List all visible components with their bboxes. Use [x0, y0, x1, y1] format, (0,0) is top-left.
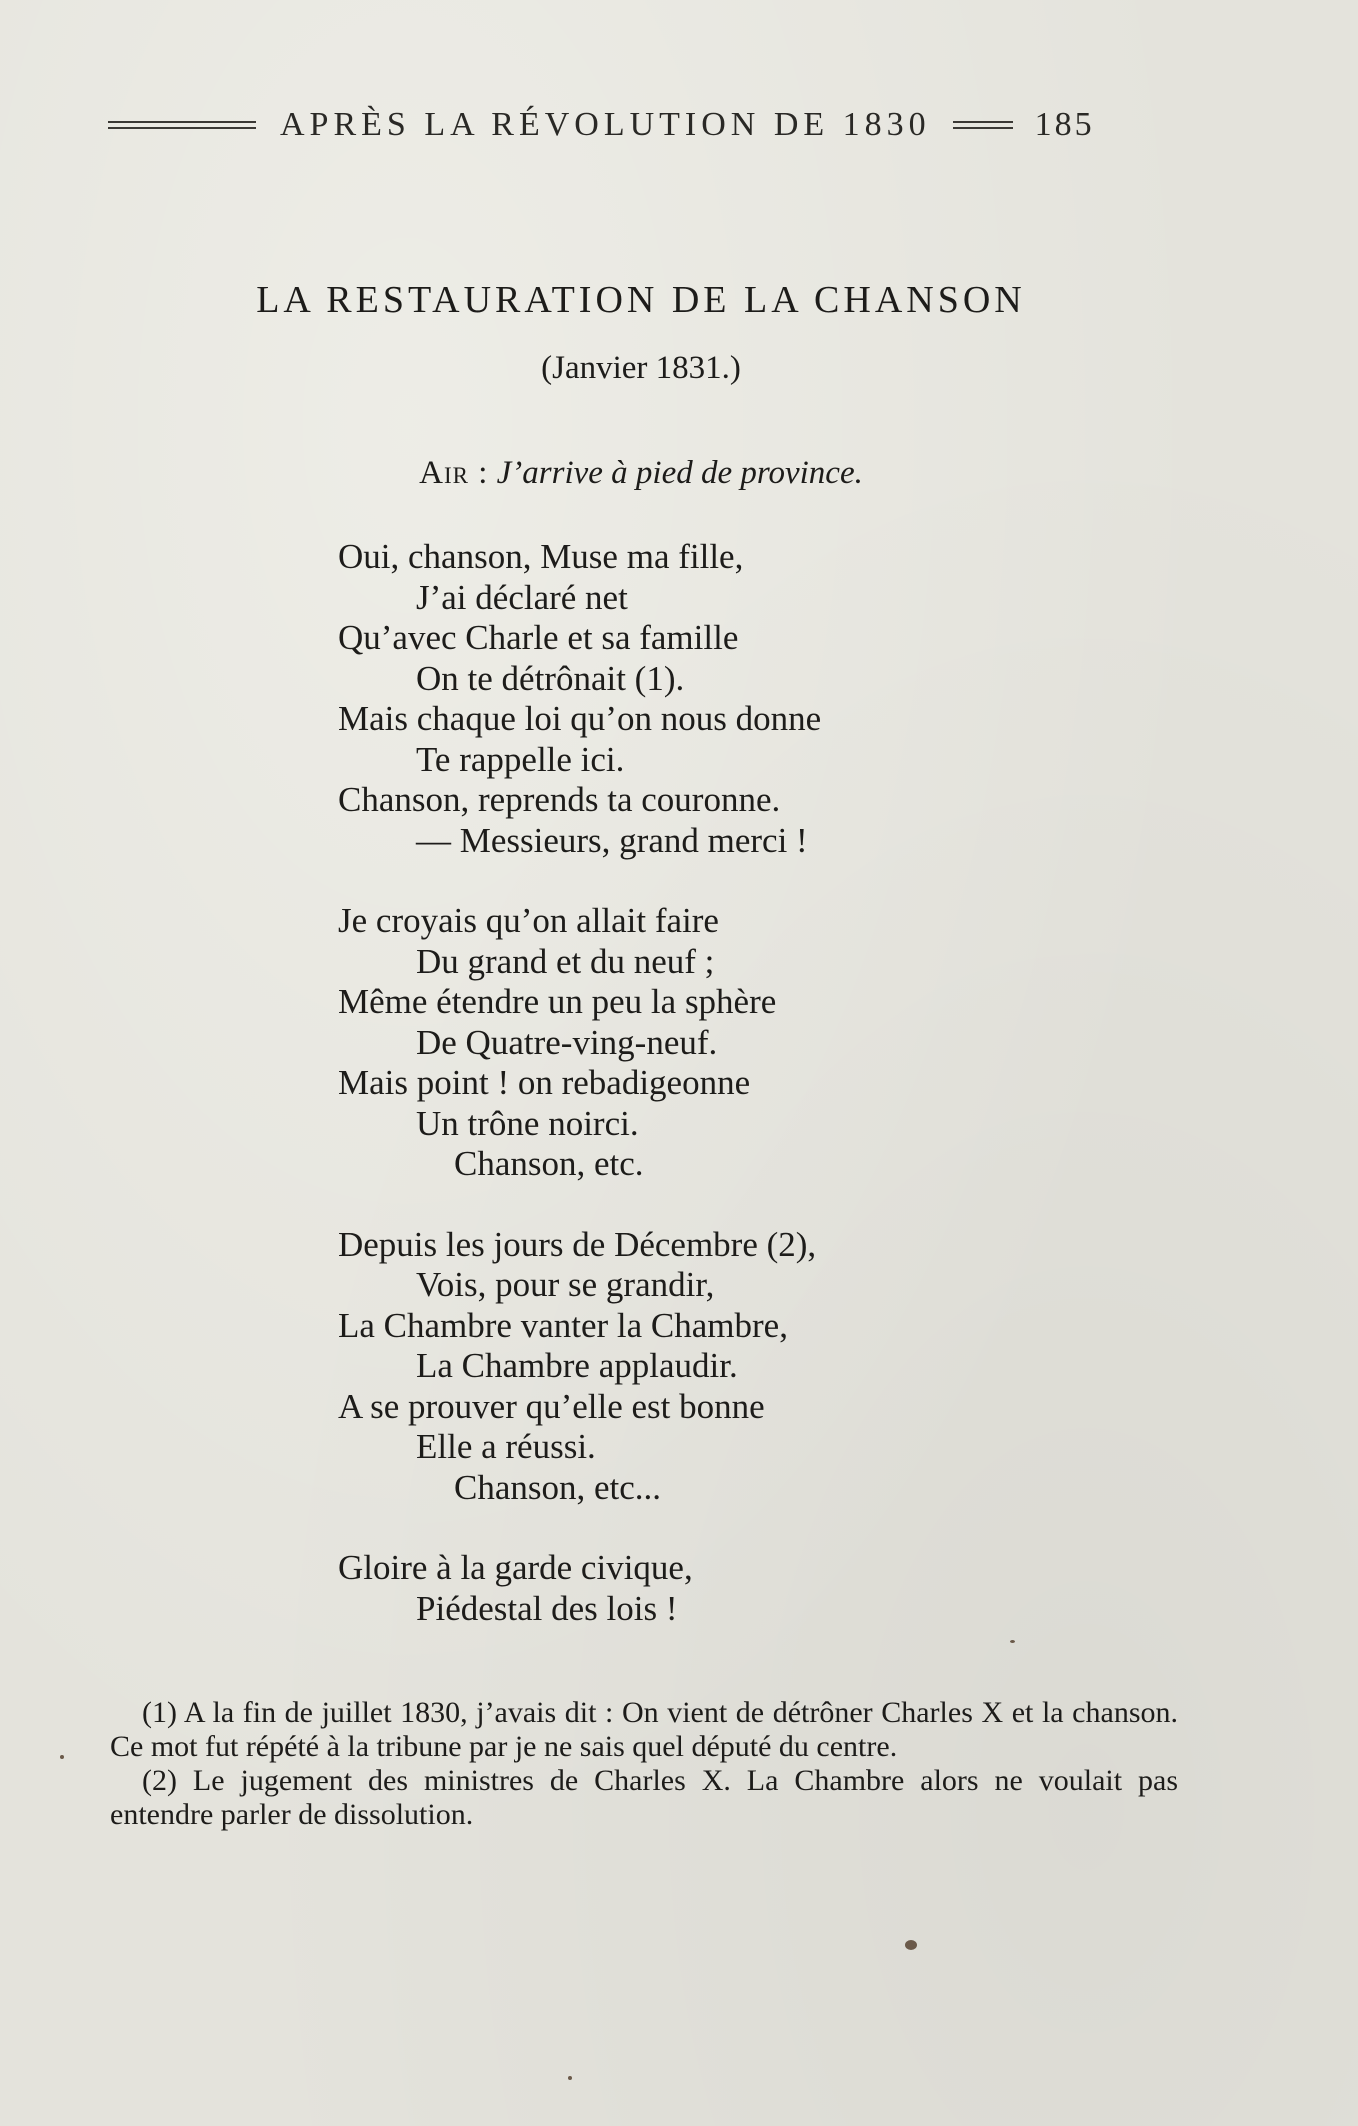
verse-line: Elle a réussi.	[416, 1427, 596, 1466]
stanza-3	[338, 1225, 821, 1509]
verse-line: Oui, chanson, Muse ma fille,	[338, 537, 744, 576]
paper-speck	[60, 1755, 64, 1759]
verse-line: J’ai déclaré net	[416, 577, 628, 617]
header-rule-right	[953, 121, 1013, 129]
header-title: APRÈS LA RÉVOLUTION DE 1830	[280, 106, 931, 143]
verse-line: A se prouver qu’elle est bonne	[338, 1386, 765, 1426]
verse-line: Chanson, reprends ta couronne.	[338, 780, 781, 819]
paper-speck	[905, 1940, 917, 1950]
verse-line: Un trône noirci.	[416, 1103, 639, 1143]
footnotes	[110, 1696, 1178, 1832]
verse-line: — Messieurs, grand merci !	[416, 820, 808, 860]
footnote-1: (1) A la fin de juillet 1830, j’avais dit : On vient de détrôner Charles X et la chanson. Ce mot fut répété à la tribune par je ne sais quel député du centre.	[110, 1696, 1178, 1763]
verse-line: Vois, pour se grandir,	[416, 1265, 715, 1304]
song-date: (Janvier 1831.)	[541, 350, 741, 386]
page-number: 185	[1034, 106, 1095, 143]
verse-line: De Quatre-ving-neuf.	[416, 1022, 718, 1062]
verse-line: La Chambre applaudir.	[416, 1346, 738, 1385]
verse-line: La Chambre vanter la Chambre,	[338, 1305, 788, 1345]
stanza-4	[338, 1548, 821, 1629]
running-header	[108, 100, 1178, 150]
footnote-2: (2) Le jugement des ministres de Charles X. La Chambre alors ne voulait pas entendre parler de dissolution.	[110, 1764, 1178, 1831]
stanza-1	[338, 537, 821, 861]
song-title: LA RESTAURATION DE LA CHANSON	[256, 279, 1026, 321]
verse-line: Chanson, etc...	[454, 1467, 662, 1507]
verse-line: Je croyais qu’on allait faire	[338, 901, 719, 940]
verse-line: Piédestal des lois !	[416, 1588, 678, 1628]
verse-line: Même étendre un peu la sphère	[338, 982, 777, 1021]
verse-line: Du grand et du neuf ;	[416, 941, 715, 981]
verse-line: Mais point ! on rebadigeonne	[338, 1063, 751, 1102]
paper-speck	[1010, 1640, 1015, 1643]
verse-line: Mais chaque loi qu’on nous donne	[338, 699, 822, 738]
air-tune: J’arrive à pied de province.	[496, 455, 863, 491]
verses	[338, 537, 821, 1669]
paper-speck	[568, 2076, 572, 2080]
air-label: Air :	[419, 455, 489, 491]
header-rule-left	[108, 121, 256, 129]
verse-line: On te détrônait (1).	[416, 658, 685, 698]
verse-line: Depuis les jours de Décembre (2),	[338, 1224, 817, 1264]
stanza-2	[338, 901, 821, 1185]
verse-line: Gloire à la garde civique,	[338, 1548, 693, 1587]
verse-line: Qu’avec Charle et sa famille	[338, 618, 739, 657]
verse-line: Chanson, etc.	[454, 1144, 644, 1183]
verse-line: Te rappelle ici.	[416, 739, 625, 779]
air-line	[0, 455, 1282, 492]
